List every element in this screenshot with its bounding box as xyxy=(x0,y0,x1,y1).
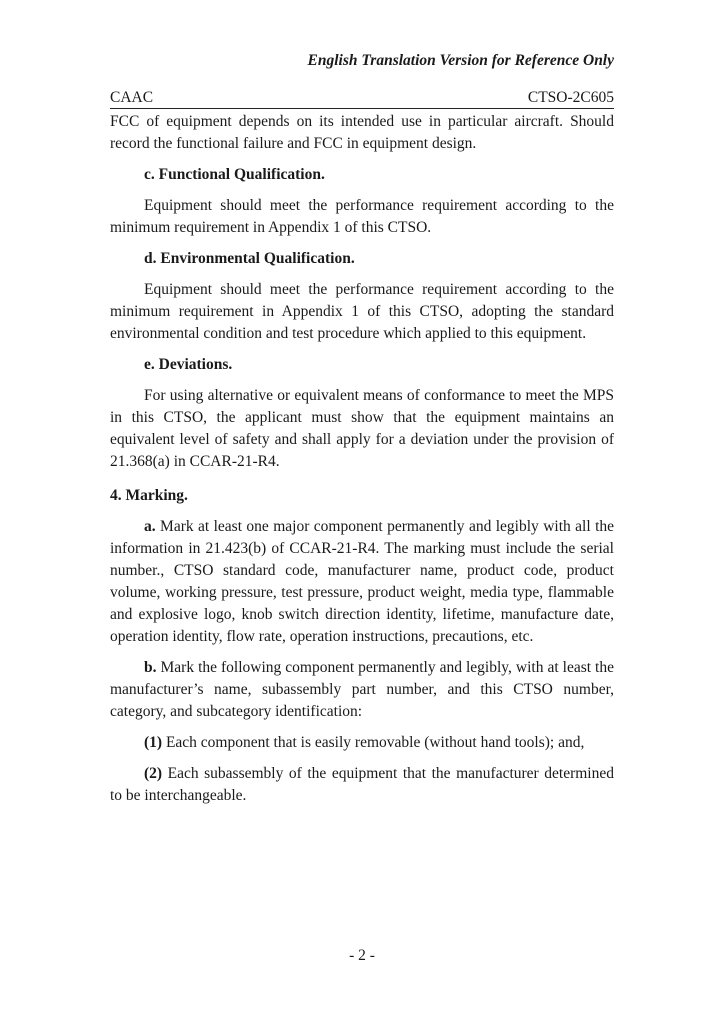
translation-notice: English Translation Version for Reference Only xyxy=(307,52,614,69)
item-text-a: Mark at least one major component permanently and legibly with all the information in 21.423(b) of CCAR-21-R4. The marking must include the serial number., CTSO standard code, manufacturer name, product code, product volume, working pressure, test pressure, product weight, media type, flammable and explosive logo, knob switch direction identity, lifetime, manufacture date, operation identity, flow rate, operation instructions, precautions, etc. xyxy=(110,518,614,645)
heading-functional-qualification: c. Functional Qualification. xyxy=(144,166,325,183)
paragraph-marking-a xyxy=(110,516,614,648)
paragraph-marking-b xyxy=(110,657,614,723)
header-doc-code: CTSO-2C605 xyxy=(527,89,614,106)
item-label-b2: (2) xyxy=(144,765,163,782)
item-label-b1: (1) xyxy=(144,734,163,751)
heading-marking: 4. Marking. xyxy=(110,487,188,504)
paragraph-marking-b2 xyxy=(110,763,614,807)
heading-environmental-qualification: d. Environmental Qualification. xyxy=(144,250,355,267)
heading-deviations: e. Deviations. xyxy=(144,356,233,373)
paragraph-deviations: For using alternative or equivalent means of conformance to meet the MPS in this CTSO, the applicant must show that the equipment maintains an equivalent level of safety and shall apply for a deviation under the provision of 21.368(a) in CCAR-21-R4. xyxy=(110,387,614,470)
item-text-b2: Each subassembly of the equipment that the manufacturer determined to be interchangeable. xyxy=(110,765,614,804)
item-label-a: a. xyxy=(144,518,156,535)
item-text-b1: Each component that is easily removable (without hand tools); and, xyxy=(162,734,585,751)
document-body xyxy=(110,111,614,807)
item-label-b: b. xyxy=(144,659,157,676)
page-header xyxy=(110,88,614,109)
item-text-b: Mark the following component permanently and legibly, with at least the manufacturer’s name, subassembly part number, and this CTSO number, category, and subcategory identification: xyxy=(110,659,614,720)
paragraph-fcc: FCC of equipment depends on its intended use in particular aircraft. Should record the functional failure and FCC in equipment design. xyxy=(110,113,614,152)
page-number: - 2 - xyxy=(349,947,375,964)
paragraph-functional-qualification: Equipment should meet the performance requirement according to the minimum requirement in Appendix 1 of this CTSO. xyxy=(110,197,614,236)
header-org: CAAC xyxy=(110,89,154,106)
paragraph-marking-b1 xyxy=(110,732,614,754)
paragraph-environmental-qualification: Equipment should meet the performance requirement according to the minimum requirement in Appendix 1 of this CTSO, adopting the standard environmental condition and test procedure which applied to this equipment. xyxy=(110,281,614,342)
